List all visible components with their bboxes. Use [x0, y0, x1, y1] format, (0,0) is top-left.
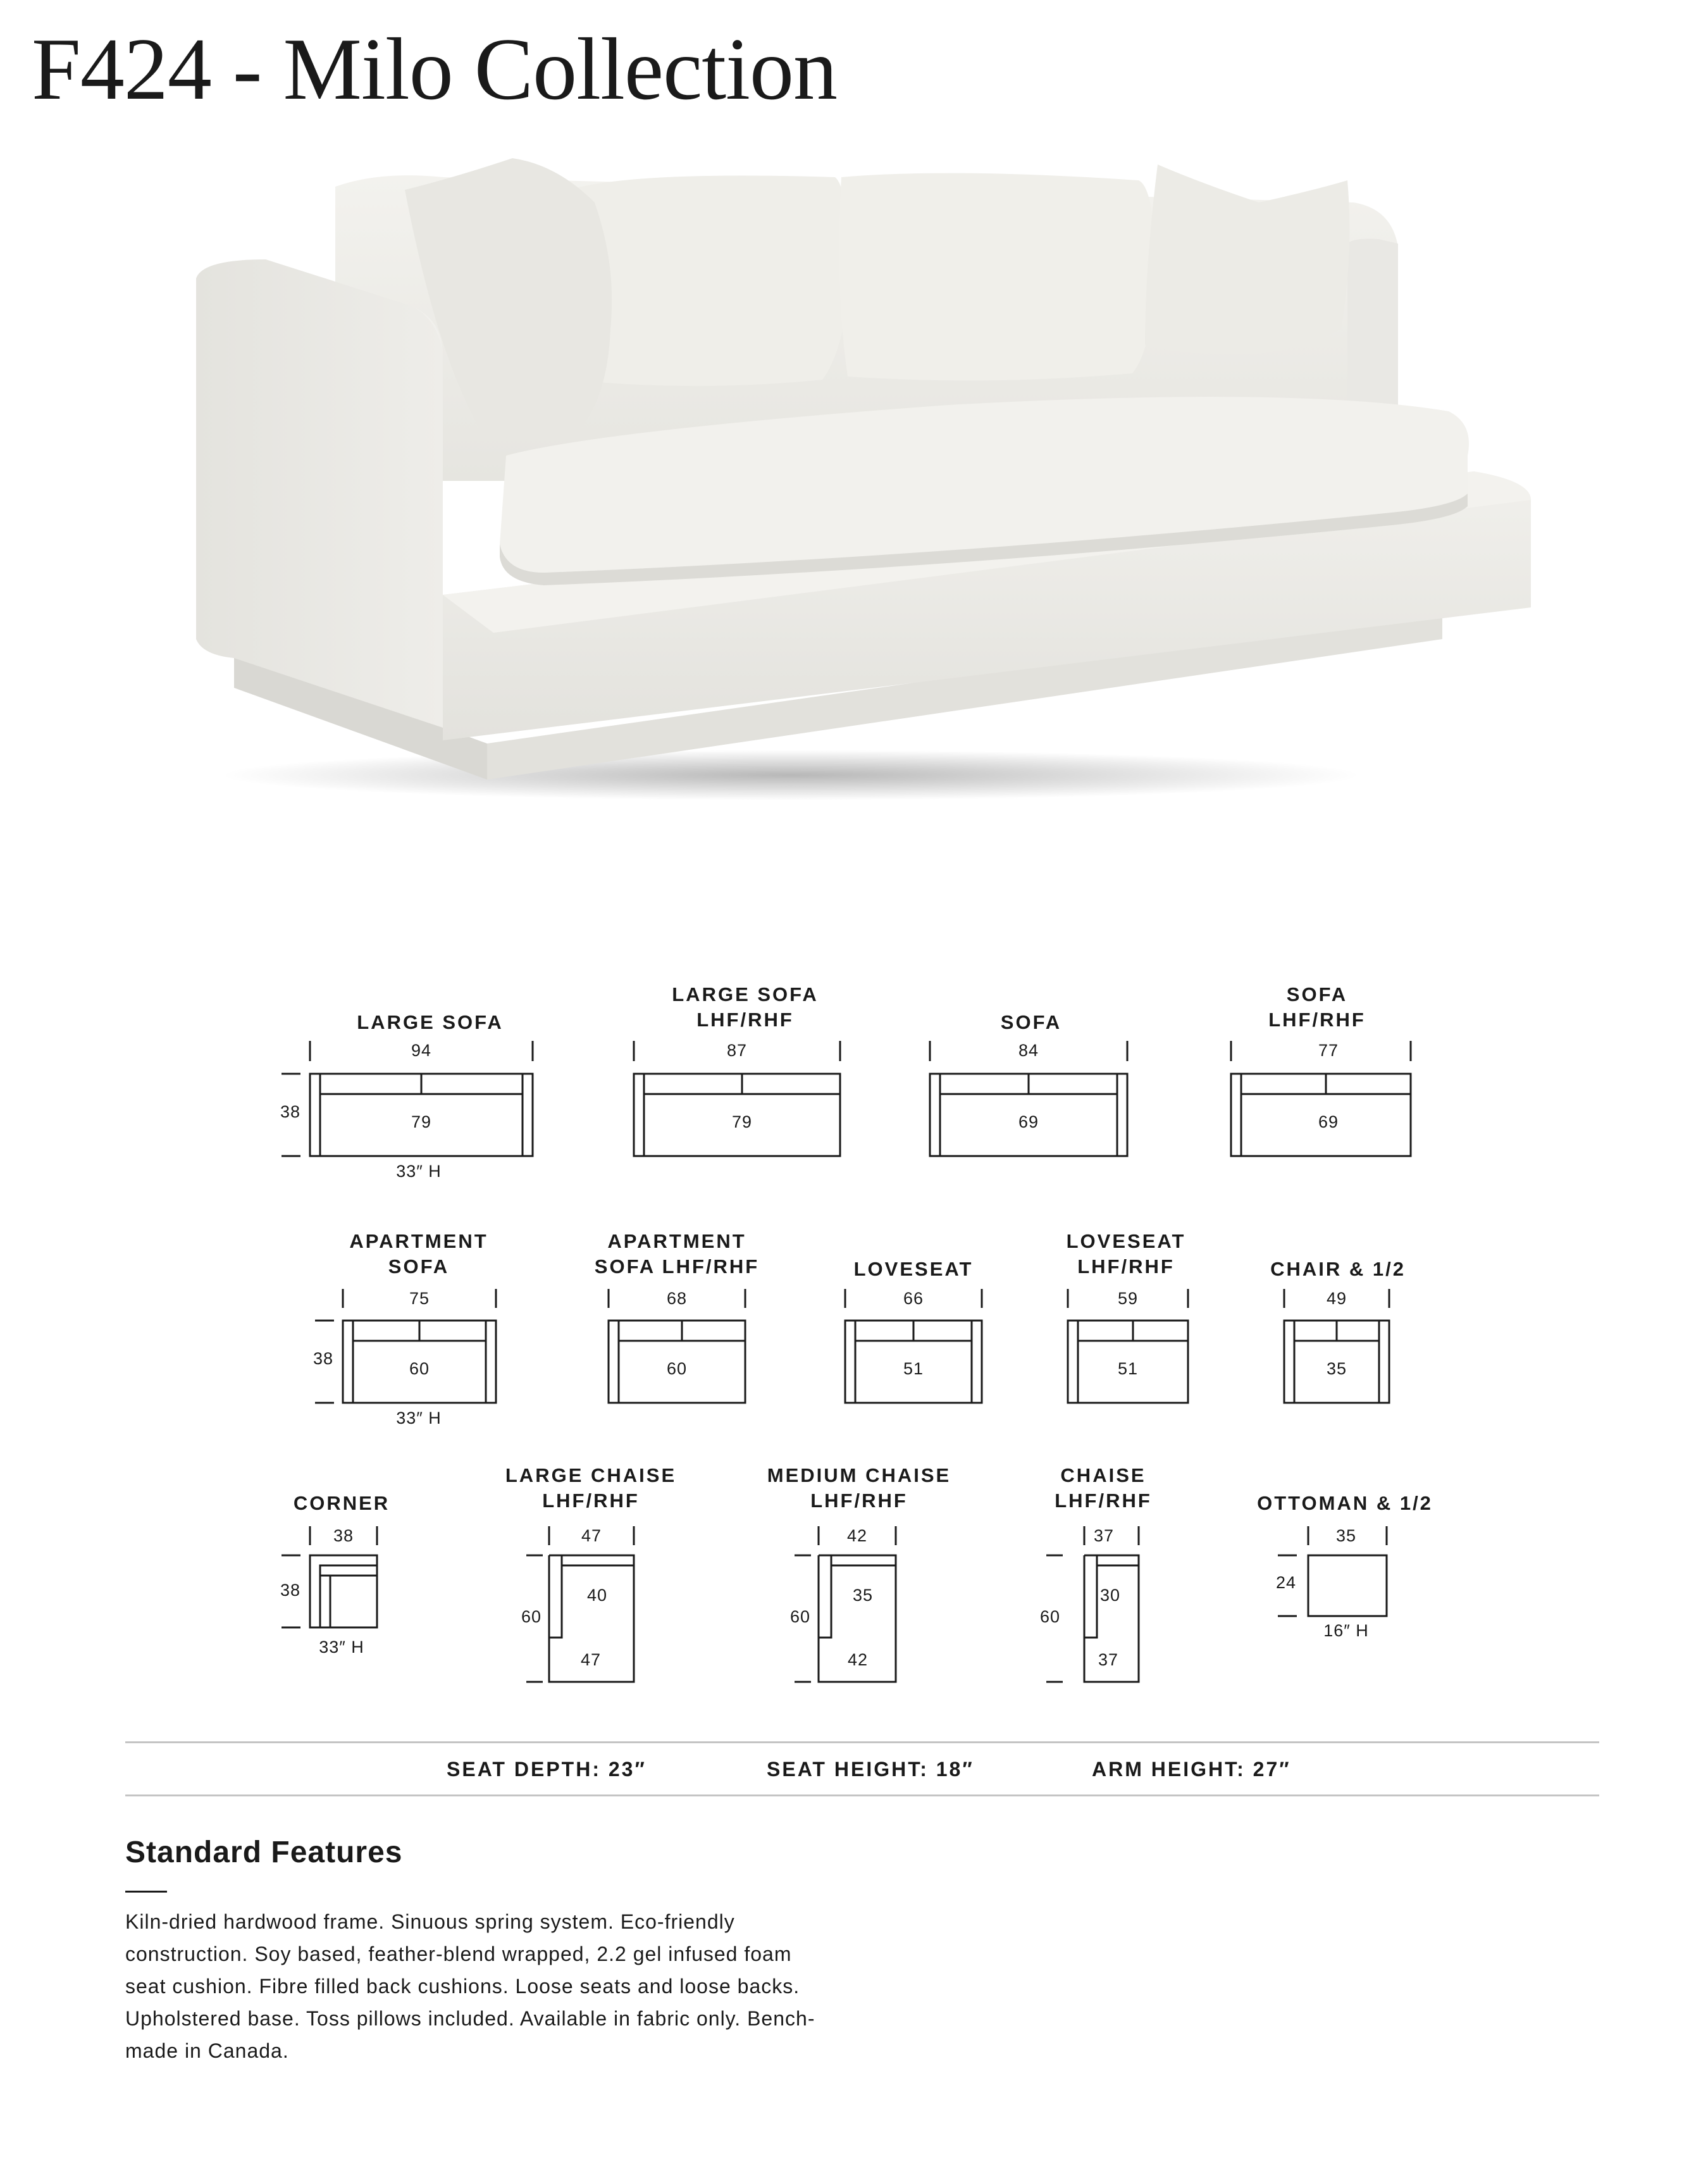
- dim-width-apartment-sofa-lhf-rhf: 68: [666, 1289, 688, 1308]
- label-large-sofa-lhf-rhf: LARGE SOFA LHF/RHF: [672, 983, 819, 1031]
- spec-rule-bottom: [125, 1794, 1599, 1796]
- dim-width-large-sofa: 94: [411, 1041, 432, 1060]
- dim-bottom-medium-chaise: 42: [847, 1650, 869, 1669]
- diagram-ottoman-and-half: [1275, 1526, 1387, 1616]
- spec-arm-height: ARM HEIGHT: 27″: [1092, 1758, 1291, 1781]
- features-divider: [125, 1891, 167, 1893]
- dim-inner-medium-chaise: 35: [852, 1586, 874, 1605]
- dim-depth-large-chaise: 60: [521, 1607, 542, 1626]
- dim-height-corner: 33″ H: [319, 1638, 364, 1657]
- diagram-chaise: [1046, 1526, 1139, 1682]
- dim-width-chaise: 37: [1093, 1526, 1115, 1545]
- dim-width-sofa-lhf-rhf: 77: [1318, 1041, 1339, 1060]
- spec-rule-top: [125, 1741, 1599, 1743]
- dim-depth-apartment-sofa: 38: [313, 1349, 334, 1368]
- diagram-large-sofa: [282, 1041, 533, 1156]
- features-body: Kiln-dried hardwood frame. Sinuous spring system. Eco-friendly construction. Soy based, feather-blend wrapped, 2.2 gel infused foam seat cushion. Fibre filled back cushions. Loose seats and loose backs. Upholstered base. Toss pillows included. Available in fabric only. Bench-made in Canada.: [125, 1910, 815, 2062]
- label-apartment-sofa: APARTMENT SOFA: [349, 1230, 488, 1278]
- dim-width-corner: 38: [333, 1526, 354, 1545]
- label-medium-chaise: MEDIUM CHAISE LHF/RHF: [767, 1464, 951, 1512]
- features-title: Standard Features: [125, 1836, 403, 1869]
- label-loveseat-lhf-rhf: LOVESEAT LHF/RHF: [1066, 1230, 1186, 1278]
- dim-height-large-sofa: 33″ H: [396, 1162, 442, 1181]
- diagram-apartment-sofa: [315, 1289, 496, 1403]
- dim-depth-medium-chaise: 60: [789, 1607, 811, 1626]
- dim-inner-apartment-sofa-lhf-rhf: 60: [666, 1359, 688, 1378]
- diagram-medium-chaise: [795, 1526, 896, 1682]
- dim-depth-ottoman-and-half: 24: [1275, 1573, 1297, 1592]
- dim-inner-sofa-lhf-rhf: 69: [1318, 1112, 1339, 1131]
- dim-height-apartment-sofa: 33″ H: [396, 1409, 442, 1427]
- label-chair-and-half: CHAIR & 1/2: [1270, 1258, 1406, 1280]
- label-large-sofa: LARGE SOFA: [357, 1011, 504, 1033]
- dim-inner-loveseat-lhf-rhf: 51: [1117, 1359, 1139, 1378]
- dim-width-sofa: 84: [1018, 1041, 1039, 1060]
- dim-depth-chaise: 60: [1039, 1607, 1061, 1626]
- dim-width-apartment-sofa: 75: [409, 1289, 430, 1308]
- dim-inner-large-chaise: 40: [586, 1586, 608, 1605]
- dim-width-medium-chaise: 42: [846, 1526, 868, 1545]
- label-sofa: SOFA: [1000, 1011, 1062, 1033]
- dim-depth-corner: 38: [280, 1581, 301, 1600]
- dim-inner-chair-and-half: 35: [1326, 1359, 1347, 1378]
- dim-inner-apartment-sofa: 60: [409, 1359, 430, 1378]
- dim-inner-large-sofa-lhf-rhf: 79: [731, 1112, 753, 1131]
- dim-width-ottoman-and-half: 35: [1335, 1526, 1357, 1545]
- spec-seat-height: SEAT HEIGHT: 18″: [767, 1758, 974, 1781]
- spec-seat-depth: SEAT DEPTH: 23″: [447, 1758, 647, 1781]
- dim-bottom-chaise: 37: [1098, 1650, 1119, 1669]
- dim-width-loveseat-lhf-rhf: 59: [1117, 1289, 1139, 1308]
- dim-width-loveseat: 66: [903, 1289, 924, 1308]
- dim-height-ottoman-and-half: 16″ H: [1323, 1621, 1369, 1640]
- label-chaise: CHAISE LHF/RHF: [1055, 1464, 1152, 1512]
- dim-inner-sofa: 69: [1018, 1112, 1039, 1131]
- dim-inner-large-sofa: 79: [411, 1112, 432, 1131]
- dim-depth-large-sofa: 38: [280, 1102, 301, 1121]
- dim-width-large-chaise: 47: [581, 1526, 602, 1545]
- label-ottoman-and-half: OTTOMAN & 1/2: [1257, 1492, 1433, 1514]
- dim-bottom-large-chaise: 47: [580, 1650, 602, 1669]
- label-sofa-lhf-rhf: SOFA LHF/RHF: [1268, 983, 1366, 1031]
- dim-width-chair-and-half: 49: [1326, 1289, 1347, 1308]
- dim-inner-loveseat: 51: [903, 1359, 924, 1378]
- label-loveseat: LOVESEAT: [853, 1258, 974, 1280]
- dim-width-large-sofa-lhf-rhf: 87: [726, 1041, 748, 1060]
- label-apartment-sofa-lhf-rhf: APARTMENT SOFA LHF/RHF: [594, 1230, 760, 1278]
- dim-inner-chaise: 30: [1099, 1586, 1121, 1605]
- label-large-chaise: LARGE CHAISE LHF/RHF: [505, 1464, 677, 1512]
- diagram-corner: [282, 1526, 377, 1627]
- label-corner: CORNER: [293, 1492, 390, 1514]
- page-title: F424 - Milo Collection: [32, 20, 837, 118]
